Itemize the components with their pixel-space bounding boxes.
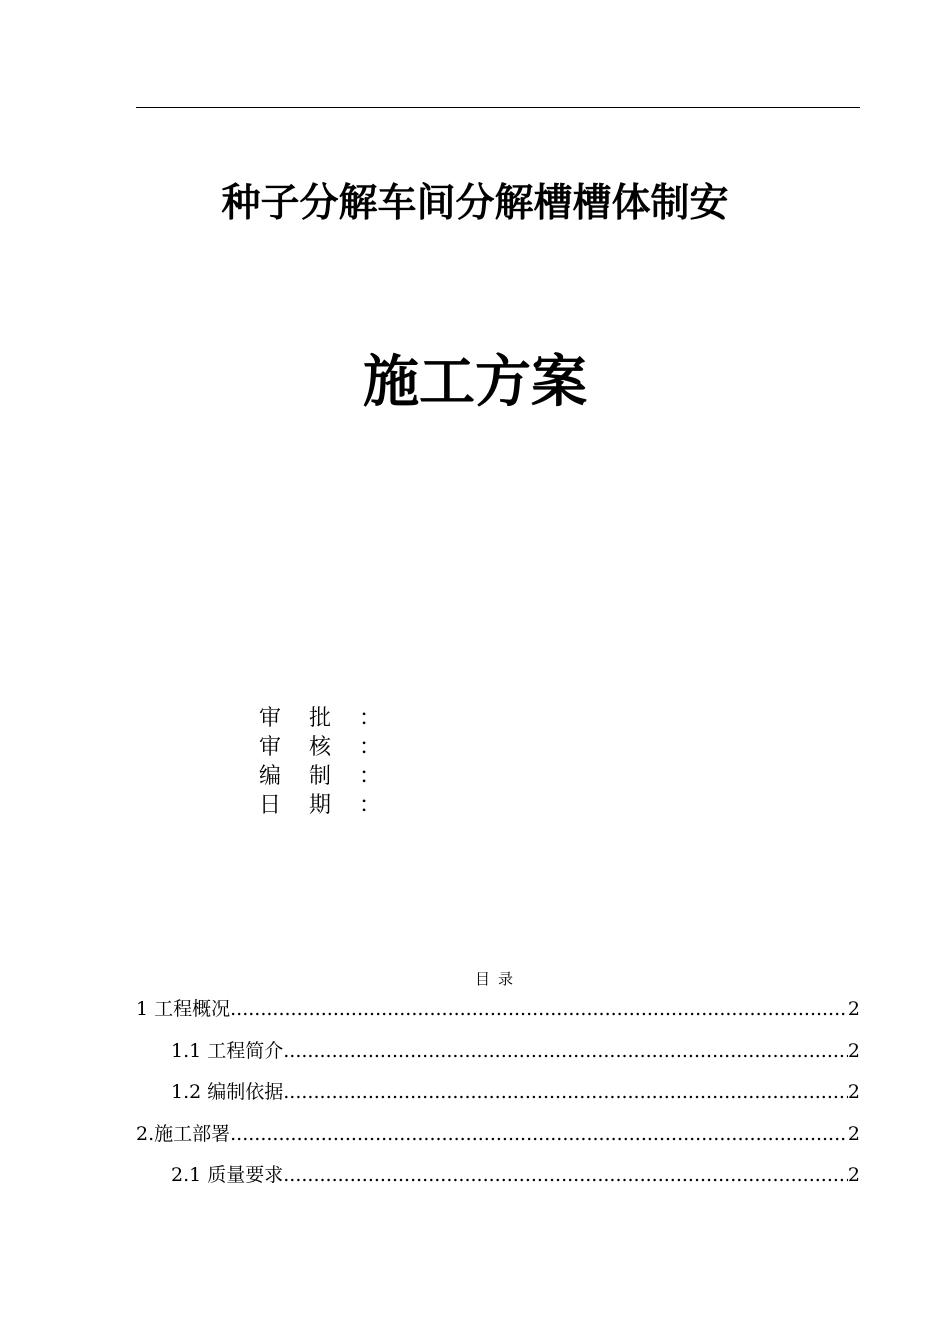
toc-entry-text: 1.2 编制依据 (171, 1081, 284, 1103)
signoff-label: 审核 (259, 735, 360, 760)
toc-entry-page: 2 (847, 1164, 860, 1186)
toc-entry[interactable] (136, 994, 860, 1036)
signoff-block (259, 704, 381, 820)
toc-entry-text: 1 工程概况 (136, 998, 231, 1020)
document-subtitle: 施工方案 (363, 350, 587, 415)
signoff-row-prepare (259, 762, 381, 791)
toc-leader-dots (283, 1160, 848, 1190)
signoff-label: 审批 (259, 706, 360, 731)
toc-entry[interactable] (136, 1119, 860, 1161)
toc-entry[interactable] (136, 1077, 860, 1119)
toc-leader-dots (283, 1077, 848, 1107)
toc-entry-text: 2.1 质量要求 (171, 1164, 284, 1186)
toc-entry-text: 1.1 工程简介 (171, 1039, 284, 1062)
signoff-colon: ： (359, 706, 382, 731)
toc-heading: 目录 (474, 970, 521, 988)
toc-leader-dots (230, 994, 848, 1024)
toc-entry[interactable] (136, 1036, 860, 1078)
toc-entry-page: 2 (847, 1122, 860, 1145)
signoff-row-date (259, 791, 381, 820)
signoff-row-approve (259, 704, 381, 733)
toc-leader-dots (283, 1036, 848, 1066)
signoff-label: 日期 (259, 793, 360, 818)
toc-entry[interactable] (136, 1160, 860, 1202)
signoff-colon: ： (359, 764, 382, 789)
toc-entry-page: 2 (847, 998, 860, 1020)
signoff-label: 编制 (259, 764, 360, 789)
toc-entry-page: 2 (847, 1081, 860, 1103)
document-title: 种子分解车间分解槽槽体制安 (221, 181, 729, 226)
signoff-colon: ： (359, 735, 382, 760)
toc-entry-page: 2 (847, 1039, 860, 1062)
toc-leader-dots (230, 1119, 848, 1149)
table-of-contents (136, 994, 860, 1202)
signoff-row-review (259, 733, 381, 762)
header-rule (136, 107, 860, 108)
signoff-colon: ： (359, 793, 382, 818)
toc-entry-text: 2.施工部署 (136, 1122, 231, 1145)
